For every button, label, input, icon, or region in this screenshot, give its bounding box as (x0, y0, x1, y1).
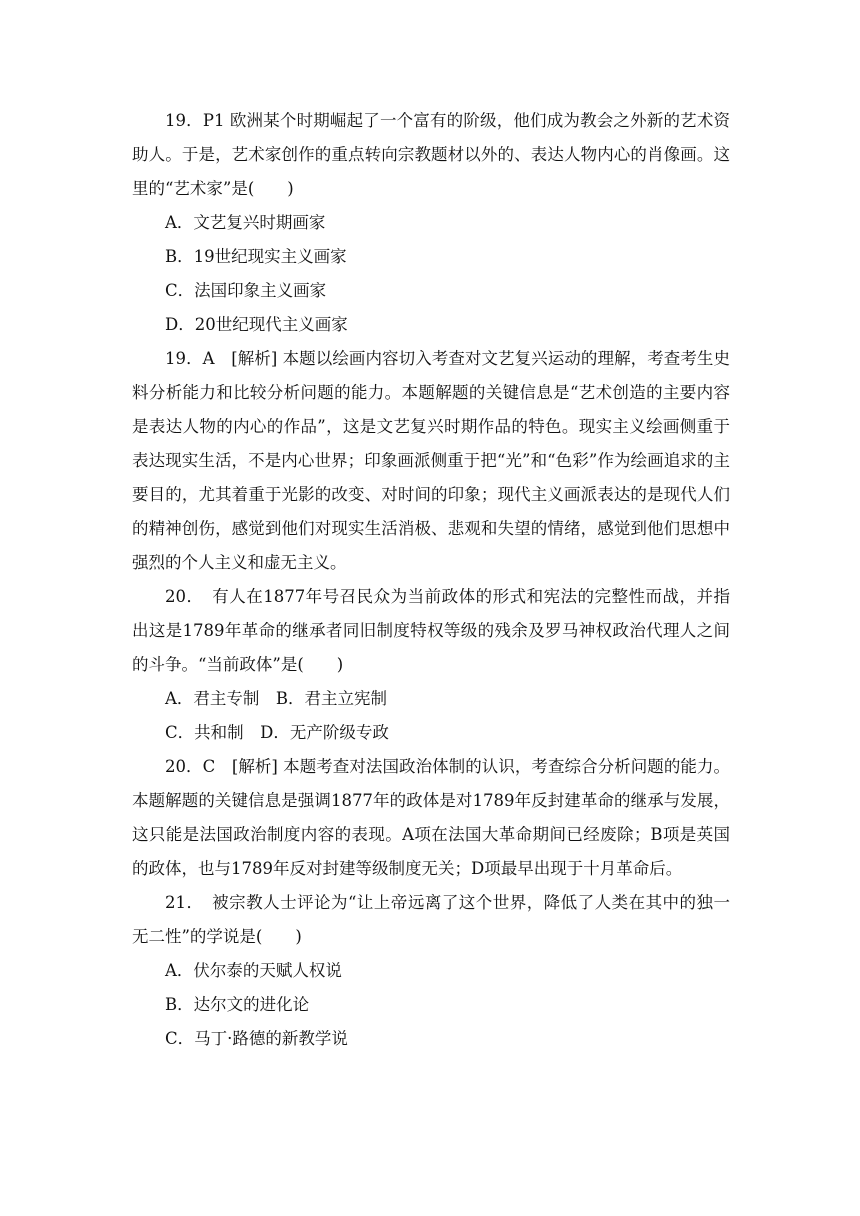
question-20-stem: 20． 有人在1877年号召民众为当前政体的形式和宪法的完整性而战，并指出这是1789年革命的继承者同旧制度特权等级的残余及罗马神权政治代理人之间的斗争。“当前政体”是( ) (132, 587, 730, 674)
document-page (132, 104, 730, 1056)
question-21-option-c: C．马丁·路德的新教学说 (165, 1029, 348, 1048)
question-19-stem: 19．P1 欧洲某个时期崛起了一个富有的阶级，他们成为教会之外新的艺术资助人。于是，艺术家创作的重点转向宗教题材以外的、表达人物内心的肖像画。这里的“艺术家”是( ) (132, 111, 730, 198)
question-20-options-ab: A．君主专制 B．君主立宪制 (165, 689, 388, 708)
question-21-option-b: B．达尔文的进化论 (165, 995, 310, 1014)
question-19-answer-explanation: 19．A [解析] 本题以绘画内容切入考查对文艺复兴运动的理解，考查考生史料分析能力和比较分析问题的能力。本题解题的关键信息是“艺术创造的主要内容是表达人物的内心的作品”，这是文艺复兴时期作品的特色。现实主义绘画侧重于表达现实生活，不是内心世界；印象画派侧重于把“光”和“色彩”作为绘画追求的主要目的，尤其着重于光影的改变、对时间的印象；现代主义画派表达的是现代人们的精神创伤，感觉到他们对现实生活消极、悲观和失望的情绪，感觉到他们思想中强烈的个人主义和虚无主义。 (132, 349, 730, 572)
question-19-option-a: A．文艺复兴时期画家 (165, 213, 326, 232)
question-21-option-a: A．伏尔泰的天赋人权说 (165, 961, 342, 980)
question-21-stem: 21． 被宗教人士评论为“让上帝远离了这个世界，降低了人类在其中的独一无二性”的学说是( ) (132, 893, 730, 946)
question-19-option-d: D．20世纪现代主义画家 (165, 315, 348, 334)
question-19-option-c: C．法国印象主义画家 (165, 281, 327, 300)
question-19-option-b: B．19世纪现实主义画家 (165, 247, 347, 266)
question-20-answer-explanation: 20．C [解析] 本题考查对法国政治体制的认识，考查综合分析问题的能力。本题解题的关键信息是强调1877年的政体是对1789年反封建革命的继承与发展，这只能是法国政治制度内容的表现。A项在法国大革命期间已经废除；B项是英国的政体，也与1789年反对封建等级制度无关；D项最早出现于十月革命后。 (132, 757, 730, 878)
question-20-options-cd: C．共和制 D．无产阶级专政 (165, 723, 389, 742)
